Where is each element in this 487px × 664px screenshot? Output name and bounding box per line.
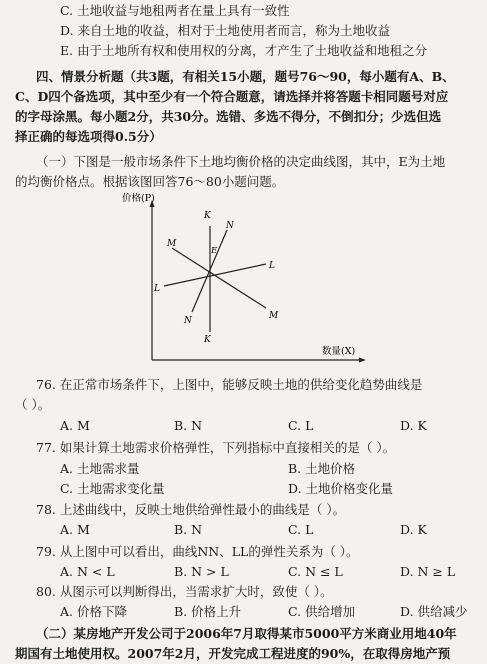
question-76-stem-2: （ ）。 xyxy=(15,397,51,412)
part-1-line-1: （一）下图是一般市场条件下土地均衡价格的决定曲线图，其中，E为土地 xyxy=(36,154,446,169)
label-l-right: L xyxy=(269,261,275,271)
q76-option-b: B. N xyxy=(174,418,203,433)
section-4-line-1: 四、情景分析题（共3题，有相关15小题，题号76～90，每小题有A、B、 xyxy=(36,69,455,84)
q77-option-c: C. 土地需求变化量 xyxy=(60,481,165,496)
q79-option-a: A. N < L xyxy=(60,564,115,579)
curve-ll xyxy=(164,264,266,286)
question-77-stem: 77. 如果计算土地需求价格弹性，下列指标中直接相关的是（ ）。 xyxy=(36,440,396,455)
supply-demand-figure xyxy=(120,192,370,372)
q80-option-c: C. 供给增加 xyxy=(288,604,356,619)
q79-option-b: B. N > L xyxy=(174,564,229,579)
q77-option-a: A. 土地需求量 xyxy=(60,461,140,476)
part-2-line-2: 期国有土地使用权。2007年2月，开发完成工程进度的90%，在取得房地产预 xyxy=(15,646,451,661)
section-4-line-4: 择正确的每选项得0.5分） xyxy=(15,129,162,144)
option-d-text: D. 来自土地的收益，相对于土地使用者而言，称为土地收益 xyxy=(60,23,391,38)
section-4-line-3: 的字母涂黑。每小题2分，共30分。选错、多选不得分，不倒扣分；少选但选 xyxy=(15,109,442,124)
q79-option-c: C. N ≤ L xyxy=(288,564,343,579)
curve-mm xyxy=(172,248,266,308)
q76-option-c: C. L xyxy=(288,418,314,433)
option-e-text: E. 由于土地所有权和使用权的分离，才产生了土地收益和地租之分 xyxy=(60,43,428,58)
label-k-bottom: K xyxy=(204,335,211,345)
label-e: E xyxy=(211,246,218,256)
question-80-stem: 80. 从图示可以判断得出，当需求扩大时，致使（ ）。 xyxy=(36,584,333,599)
section-4-line-2: C、D四个备选项，其中至少有一个符合题意，请选择并将答题卡相同题号对应 xyxy=(15,89,449,104)
label-m-left: M xyxy=(167,239,177,249)
q80-option-b: B. 价格上升 xyxy=(174,604,242,619)
q78-option-c: C. L xyxy=(288,522,314,537)
x-axis-arrow xyxy=(359,358,366,363)
q78-option-a: A. M xyxy=(60,522,90,537)
part-1-line-2: 的均衡价格点。根据该图回答76～80小题问题。 xyxy=(15,174,285,189)
q78-option-d: D. K xyxy=(400,522,427,537)
part-2-line-1: （二）某房地产开发公司于2006年7月取得某市5000平方米商业用地40年 xyxy=(36,626,457,641)
x-axis-label: 数量(X) xyxy=(322,346,356,357)
q78-option-b: B. N xyxy=(174,522,203,537)
label-k-top: K xyxy=(204,211,211,221)
q77-option-d: D. 土地价格变化量 xyxy=(288,481,394,496)
question-78-stem: 78. 上述曲线中，反映土地供给弹性最小的曲线是（ ）。 xyxy=(36,502,346,517)
q80-option-d: D. 供给减少 xyxy=(400,604,468,619)
q76-option-a: A. M xyxy=(60,418,90,433)
label-n-bottom: N xyxy=(184,316,192,326)
q79-option-d: D. N ≥ L xyxy=(400,564,456,579)
y-axis-label: 价格(P) xyxy=(122,193,155,204)
q80-option-a: A. 价格下降 xyxy=(60,604,127,619)
q76-option-d: D. K xyxy=(400,418,427,433)
q77-option-b: B. 土地价格 xyxy=(288,461,356,476)
option-c-text: C. 土地收益与地租两者在量上具有一致性 xyxy=(60,3,290,18)
label-n-top: N xyxy=(226,221,234,231)
question-79-stem: 79. 从上图中可以看出，曲线NN、LL的弹性关系为（ ）。 xyxy=(36,544,359,559)
label-m-right: M xyxy=(269,311,279,321)
question-76-stem: 76. 在正常市场条件下，上图中，能够反映土地的供给变化趋势曲线是 xyxy=(36,377,423,392)
label-l-left: L xyxy=(154,284,160,294)
